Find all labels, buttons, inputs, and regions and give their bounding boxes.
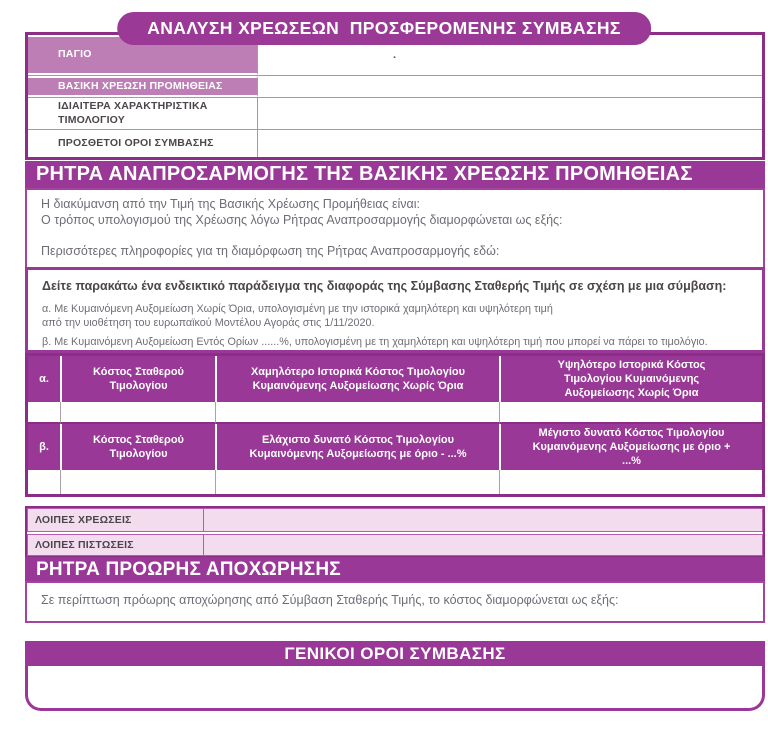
adjustment-text-box bbox=[25, 188, 765, 267]
empty-cell bbox=[28, 470, 61, 494]
section-title-early-exit-clause: ΡΗΤΡΑ ΠΡΟΩΡΗΣ ΑΠΟΧΩΡΗΣΗΣ bbox=[25, 557, 765, 582]
adjustment-line-2: Ο τρόπος υπολογισμού της Χρέωσης λόγω Ρήτρας Αναπροσαρμογής διαμορφώνεται ως εξής: bbox=[41, 212, 563, 227]
empty-cell bbox=[216, 402, 500, 424]
general-terms-box bbox=[25, 666, 765, 711]
table-empty-row bbox=[28, 470, 762, 494]
table-empty-row bbox=[28, 402, 762, 424]
row-value-cell bbox=[258, 98, 762, 129]
row-value-cell bbox=[258, 130, 762, 157]
row-label-special-characteristics: ΙΔΙΑΙΤΕΡΑ ΧΑΡΑΚΤΗΡΙΣΤΙΚΑ ΤΙΜΟΛΟΓΙΟΥ bbox=[28, 98, 258, 129]
table-row bbox=[27, 508, 763, 534]
header-fixed-cost-a: Κόστος Σταθερού Τιμολογίου bbox=[62, 356, 215, 402]
row-label-pagio: ΠΑΓΙΟ bbox=[28, 35, 258, 75]
header-lowest-historic-cost: Χαμηλότερο Ιστορικά Κόστος Τιμολογίου Κυμαινόμενης Αυξομείωσης Χωρίς Όρια bbox=[217, 356, 499, 402]
table-row bbox=[28, 76, 762, 98]
section-title-adjustment-clause: ΡΗΤΡΑ ΑΝΑΠΡΟΣΑΡΜΟΓΗΣ ΤΗΣ ΒΑΣΙΚΗΣ ΧΡΕΩΣΗΣ ΠΡΟΜΗΘΕΙΑΣ bbox=[25, 161, 765, 188]
row-value-cell bbox=[204, 508, 763, 532]
row-value-cell bbox=[204, 534, 763, 556]
empty-cell bbox=[28, 402, 61, 424]
table-header-row-a bbox=[28, 356, 762, 402]
cell-value: . bbox=[393, 49, 397, 61]
empty-cell bbox=[500, 402, 762, 424]
header-min-possible-cost: Ελάχιστο δυνατό Κόστος Τιμολογίου Κυμαινόμενης Αυξομείωσης με όριο - ...% bbox=[217, 424, 499, 470]
charges-table bbox=[25, 32, 765, 160]
example-item-a-line2: από την υιοθέτηση του ευρωπαϊκού Μοντέλου Αγοράς στις 1/11/2020. bbox=[42, 317, 375, 330]
row-label-additional-terms: ΠΡΟΣΘΕΤΟΙ ΟΡΟΙ ΣΥΜΒΑΣΗΣ bbox=[28, 130, 258, 157]
example-table bbox=[25, 353, 765, 497]
page-title: ΑΝΑΛΥΣΗ ΧΡΕΩΣΕΩΝ ΠΡΟΣΦΕΡΟΜΕΝΗΣ ΣΥΜΒΑΣΗΣ bbox=[117, 12, 651, 45]
row-label-other-credits: ΛΟΙΠΕΣ ΠΙΣΤΩΣΕΙΣ bbox=[27, 534, 204, 556]
row-value-cell bbox=[258, 76, 762, 97]
empty-cell bbox=[61, 470, 216, 494]
table-row bbox=[28, 130, 762, 157]
header-max-possible-cost: Μέγιστο δυνατό Κόστος Τιμολογίου Κυμαινόμενης Αυξομείωσης με όριο + ...% bbox=[501, 424, 762, 470]
adjustment-more-info: Περισσότερες πληροφορίες για τη διαμόρφωση της Ρήτρας Αναπροσαρμογής εδώ: bbox=[41, 243, 500, 258]
empty-cell bbox=[216, 470, 500, 494]
empty-cell bbox=[61, 402, 216, 424]
example-item-a-line1: α. Με Κυμαινόμενη Αυξομείωση Χωρίς Όρια, υπολογισμένη με την ιστορικά χαμηλότερη και υψηλότερη τιμή bbox=[42, 302, 553, 315]
table-row bbox=[28, 98, 762, 130]
header-fixed-cost-b: Κόστος Σταθερού Τιμολογίου bbox=[62, 424, 215, 470]
example-intro: Δείτε παρακάτω ένα ενδεικτικό παράδειγμα της διαφοράς της Σύμβασης Σταθερής Τιμής σε σχέση με μια σύμβαση: bbox=[42, 279, 727, 293]
section-title-general-terms: ΓΕΝΙΚΟΙ ΟΡΟΙ ΣΥΜΒΑΣΗΣ bbox=[25, 641, 765, 666]
header-index-b: β. bbox=[28, 424, 60, 470]
example-text-box bbox=[25, 267, 765, 353]
header-index-a: α. bbox=[28, 356, 60, 402]
adjustment-line-1: Η διακύμανση από την Τιμή της Βασικής Χρέωσης Προμήθειας είναι: bbox=[41, 197, 421, 211]
empty-cell bbox=[500, 470, 762, 494]
table-header-row-b bbox=[28, 424, 762, 470]
table-row bbox=[27, 534, 763, 556]
row-label-other-charges: ΛΟΙΠΕΣ ΧΡΕΩΣΕΙΣ bbox=[27, 508, 204, 532]
row-label-basic-charge: ΒΑΣΙΚΗ ΧΡΕΩΣΗ ΠΡΟΜΗΘΕΙΑΣ bbox=[28, 76, 258, 97]
early-exit-body: Σε περίπτωση πρόωρης αποχώρησης από Σύμβαση Σταθερής Τιμής, το κόστος διαμορφώνεται ως εξής: bbox=[41, 593, 619, 607]
example-item-b: β. Με Κυμαινόμενη Αυξομείωση Εντός Ορίων ......%, υπολογισμένη με τη χαμηλότερη και υψηλότερη τιμή που μπορεί να πάρει το τιμολόγιο. bbox=[42, 335, 708, 348]
early-exit-text-box bbox=[25, 581, 765, 623]
other-charges-table bbox=[25, 506, 765, 558]
header-highest-historic-cost: Υψηλότερο Ιστορικά Κόστος Τιμολογίου Κυμαινόμενης Αυξομείωσης Χωρίς Όρια bbox=[501, 356, 762, 402]
